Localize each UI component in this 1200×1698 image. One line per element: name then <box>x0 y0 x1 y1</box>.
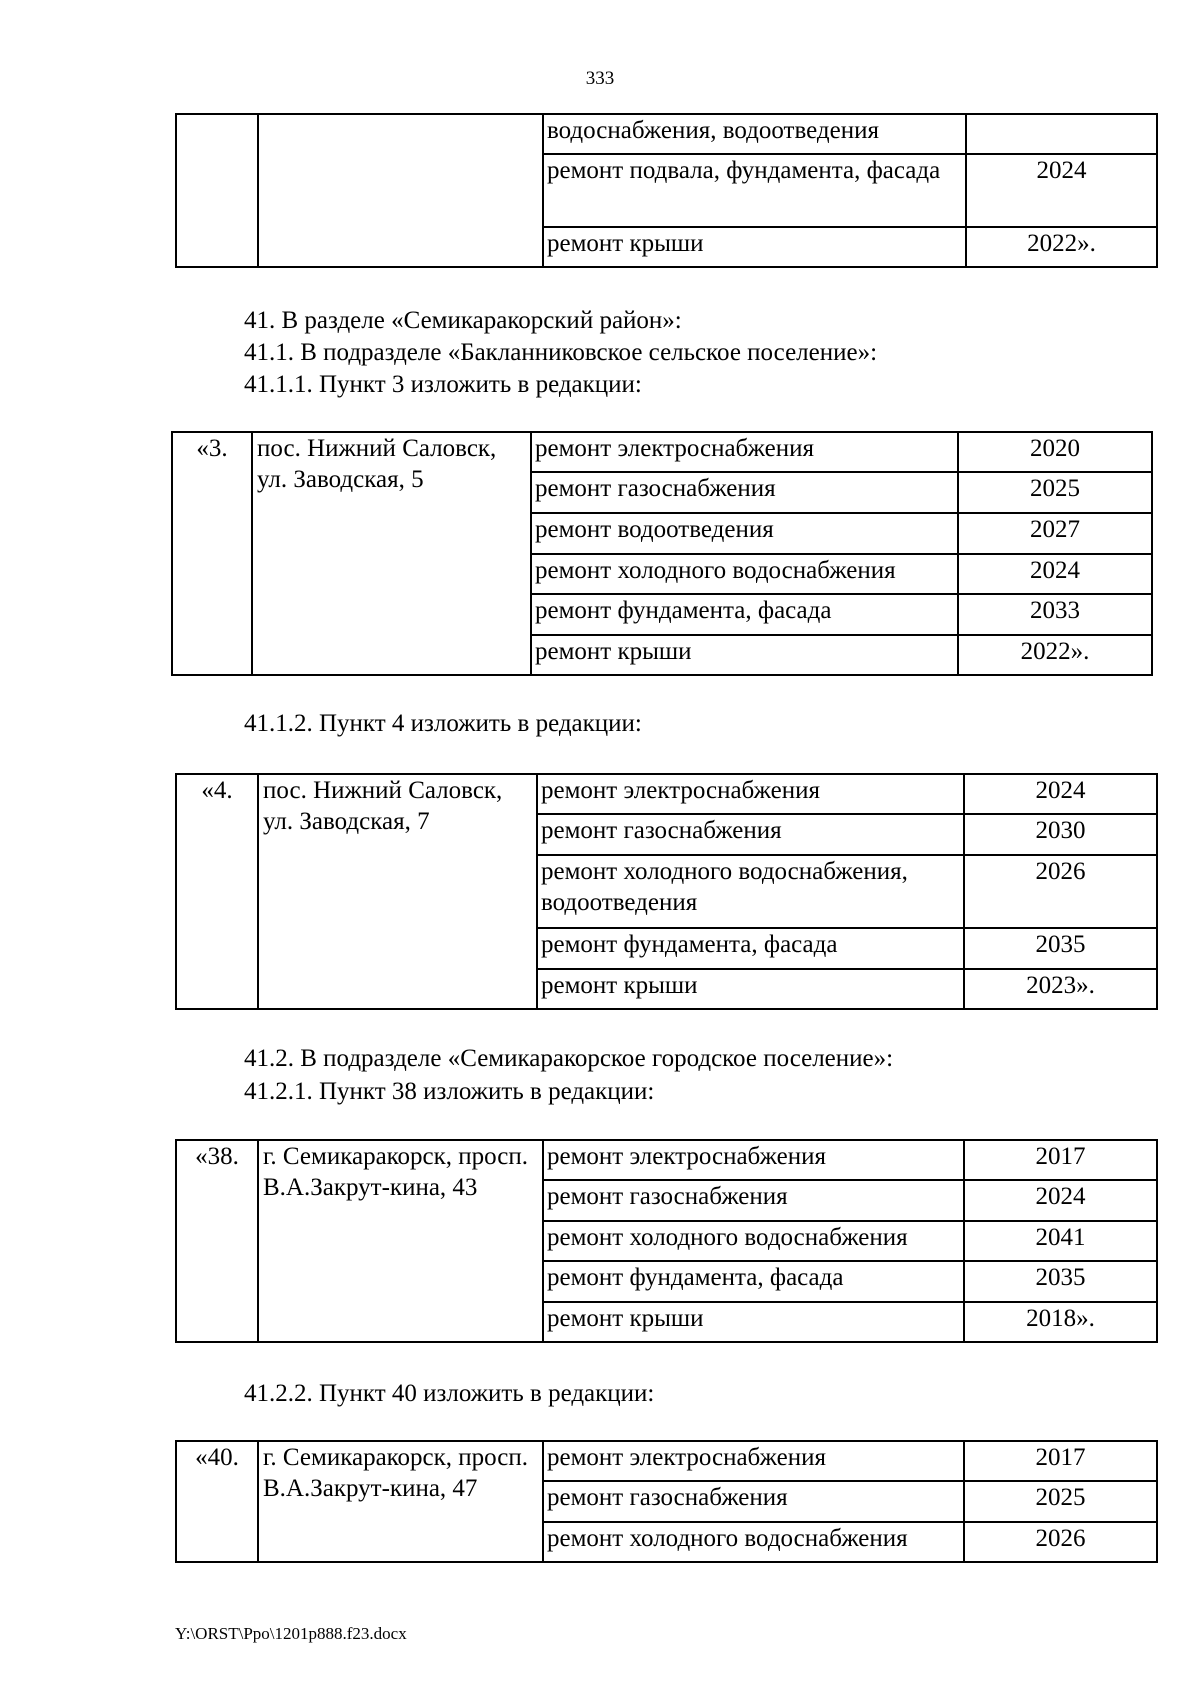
address-cell: г. Семикаракорск, просп. В.А.Закрут-кина, 47 <box>258 1441 543 1562</box>
work-cell: ремонт фундамента, фасада <box>543 1261 964 1302</box>
year-cell: 2030 <box>964 814 1157 855</box>
item-40-table <box>175 1440 1158 1563</box>
work-cell: водоснабжения, водоотведения <box>543 114 966 154</box>
paragraph-41-2: 41.2. В подразделе «Семикаракорское городское поселение»: <box>244 1045 894 1072</box>
work-cell: ремонт крыши <box>543 227 966 267</box>
year-cell: 2025 <box>958 472 1152 513</box>
page-number: 333 <box>585 68 615 89</box>
work-cell: ремонт газоснабжения <box>543 1481 964 1522</box>
year-cell <box>966 114 1157 154</box>
year-cell: 2035 <box>964 928 1157 969</box>
continuation-table <box>175 113 1158 268</box>
work-cell: ремонт крыши <box>537 969 964 1009</box>
work-cell: ремонт холодного водоснабжения <box>531 554 958 594</box>
item-38-table <box>175 1139 1158 1343</box>
paragraph-41-2-1: 41.2.1. Пункт 38 изложить в редакции: <box>244 1078 655 1105</box>
year-cell: 2026 <box>964 855 1157 928</box>
work-cell: ремонт холодного водоснабжения, водоотведения <box>537 855 964 928</box>
work-cell: ремонт электроснабжения <box>537 774 964 814</box>
work-cell: ремонт подвала, фундамента, фасада <box>543 154 966 227</box>
work-cell: ремонт водоотведения <box>531 513 958 554</box>
item-number: «4. <box>176 774 258 1009</box>
item-3-table <box>171 431 1153 676</box>
year-cell: 2020 <box>958 432 1152 472</box>
work-cell: ремонт крыши <box>531 635 958 675</box>
work-cell: ремонт газоснабжения <box>537 814 964 855</box>
year-cell: 2024 <box>958 554 1152 594</box>
year-cell: 2035 <box>964 1261 1157 1302</box>
paragraph-41-2-2: 41.2.2. Пункт 40 изложить в редакции: <box>244 1380 655 1407</box>
address-cell: г. Семикаракорск, просп. В.А.Закрут-кина, 43 <box>258 1140 543 1342</box>
year-cell: 2041 <box>964 1221 1157 1261</box>
year-cell: 2022». <box>966 227 1157 267</box>
year-cell: 2024 <box>964 774 1157 814</box>
year-cell: 2033 <box>958 594 1152 635</box>
address-cell: пос. Нижний Саловск, ул. Заводская, 7 <box>258 774 537 1009</box>
year-cell: 2024 <box>966 154 1157 227</box>
work-cell: ремонт холодного водоснабжения <box>543 1522 964 1562</box>
item-number: «40. <box>176 1441 258 1562</box>
year-cell: 2024 <box>964 1180 1157 1221</box>
work-cell: ремонт холодного водоснабжения <box>543 1221 964 1261</box>
work-cell: ремонт газоснабжения <box>531 472 958 513</box>
paragraph-41-1: 41.1. В подразделе «Бакланниковское сельское поселение»: <box>244 339 878 366</box>
year-cell: 2018». <box>964 1302 1157 1342</box>
year-cell: 2017 <box>964 1441 1157 1481</box>
work-cell: ремонт электроснабжения <box>531 432 958 472</box>
num-cell <box>176 114 258 267</box>
item-number: «38. <box>176 1140 258 1342</box>
item-number: «3. <box>172 432 252 675</box>
year-cell: 2022». <box>958 635 1152 675</box>
address-cell: пос. Нижний Саловск, ул. Заводская, 5 <box>252 432 531 675</box>
year-cell: 2023». <box>964 969 1157 1009</box>
work-cell: ремонт фундамента, фасада <box>531 594 958 635</box>
paragraph-41: 41. В разделе «Семикаракорский район»: <box>244 307 682 334</box>
address-cell <box>258 114 543 267</box>
work-cell: ремонт электроснабжения <box>543 1140 964 1180</box>
footer-file-path: Y:\ORST\Ppo\1201p888.f23.docx <box>175 1624 407 1643</box>
work-cell: ремонт крыши <box>543 1302 964 1342</box>
year-cell: 2017 <box>964 1140 1157 1180</box>
item-4-table <box>175 773 1158 1010</box>
year-cell: 2027 <box>958 513 1152 554</box>
paragraph-41-1-2: 41.1.2. Пункт 4 изложить в редакции: <box>244 710 642 737</box>
work-cell: ремонт фундамента, фасада <box>537 928 964 969</box>
year-cell: 2025 <box>964 1481 1157 1522</box>
work-cell: ремонт электроснабжения <box>543 1441 964 1481</box>
paragraph-41-1-1: 41.1.1. Пункт 3 изложить в редакции: <box>244 371 642 398</box>
work-cell: ремонт газоснабжения <box>543 1180 964 1221</box>
year-cell: 2026 <box>964 1522 1157 1562</box>
